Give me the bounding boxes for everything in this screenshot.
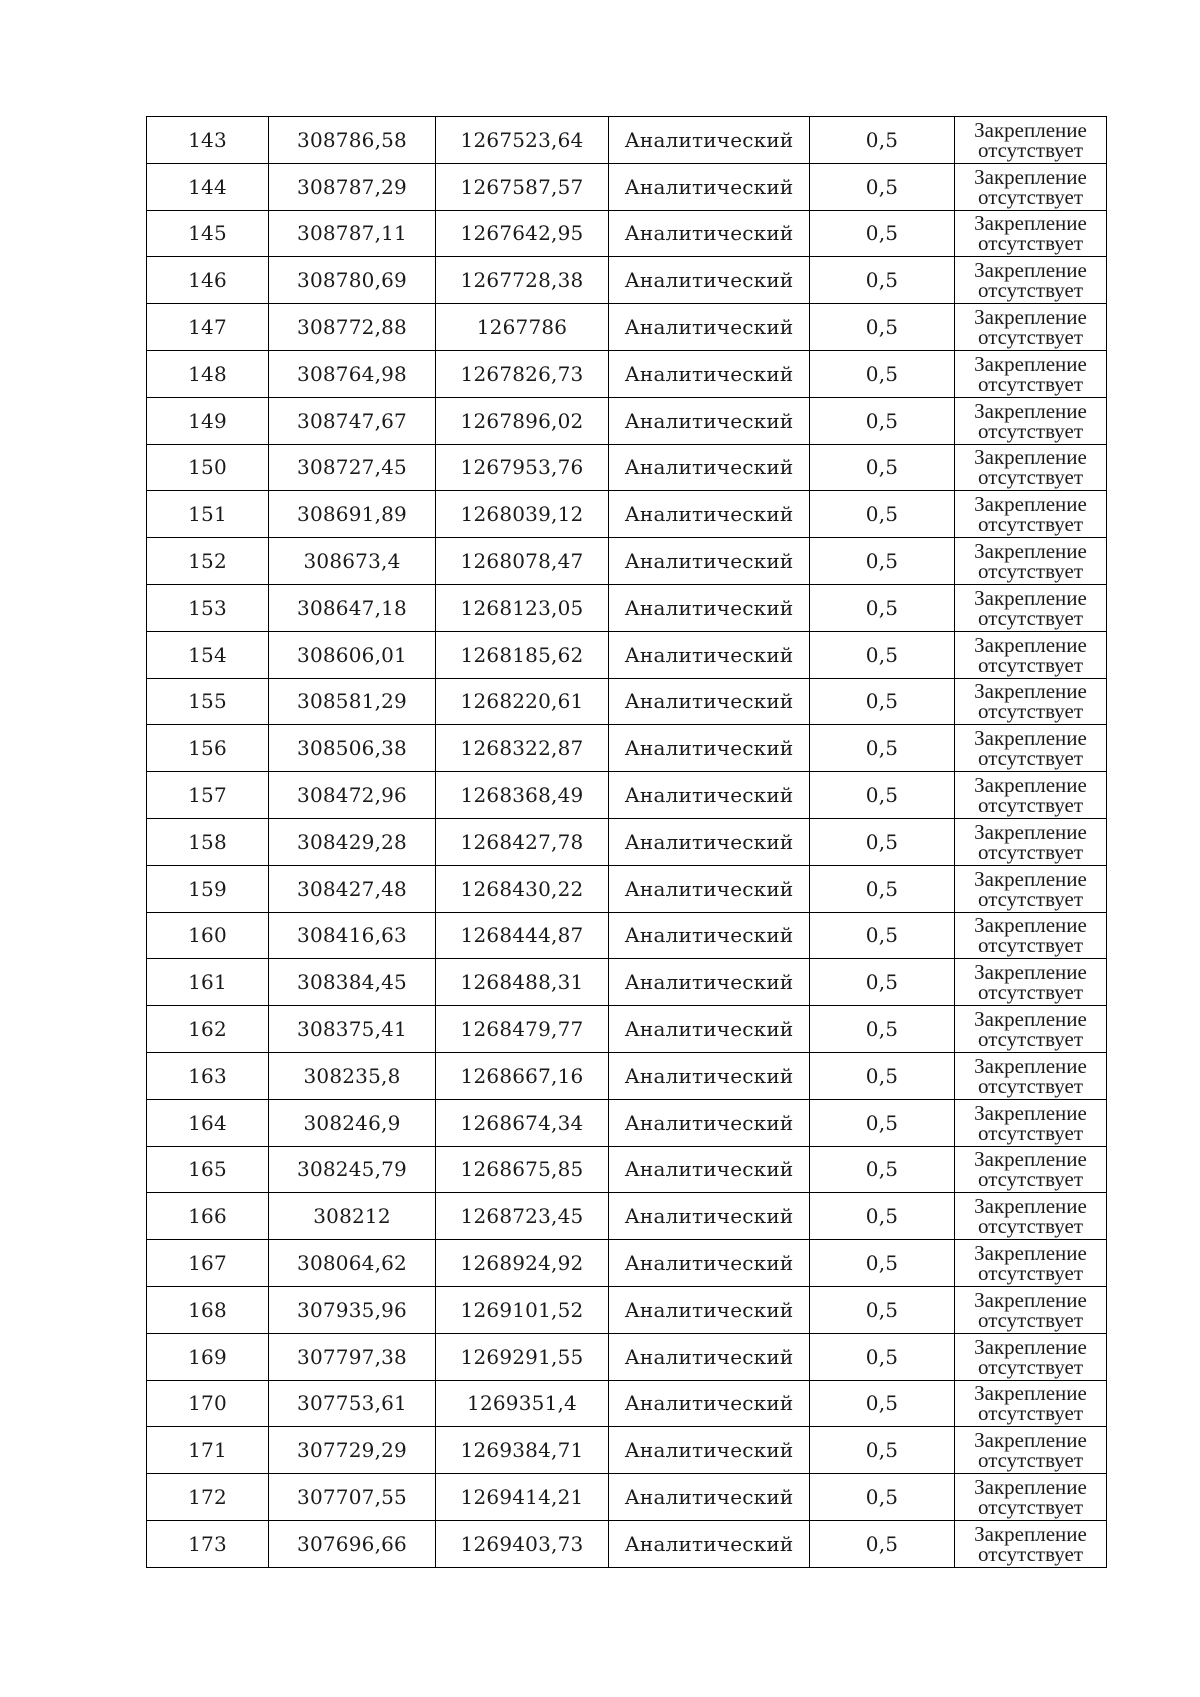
method-cell: Аналитический bbox=[609, 117, 810, 164]
table-row bbox=[147, 818, 1107, 865]
fixation-line-2: отсутствует bbox=[977, 1541, 1084, 1566]
table-row bbox=[147, 117, 1107, 164]
y-coordinate-cell: 1267728,38 bbox=[436, 257, 609, 304]
fixation-line-1: Закрепление bbox=[974, 539, 1087, 564]
point-number-cell: 167 bbox=[147, 1240, 269, 1287]
point-number-cell: 166 bbox=[147, 1193, 269, 1240]
y-coordinate-cell: 1268368,49 bbox=[436, 772, 609, 819]
y-coordinate-cell: 1268674,34 bbox=[436, 1099, 609, 1146]
x-coordinate-cell: 308472,96 bbox=[269, 772, 436, 819]
y-coordinate-cell: 1268488,31 bbox=[436, 959, 609, 1006]
fixation-cell bbox=[955, 584, 1107, 631]
fixation-line-1: Закрепление bbox=[974, 117, 1087, 142]
x-coordinate-cell: 308246,9 bbox=[269, 1099, 436, 1146]
fixation-cell bbox=[955, 1240, 1107, 1287]
method-cell: Аналитический bbox=[609, 1240, 810, 1287]
x-coordinate-cell: 308212 bbox=[269, 1193, 436, 1240]
accuracy-cell: 0,5 bbox=[810, 1520, 955, 1567]
point-number-cell: 161 bbox=[147, 959, 269, 1006]
table-row bbox=[147, 772, 1107, 819]
point-number-cell: 158 bbox=[147, 818, 269, 865]
point-number-cell: 147 bbox=[147, 304, 269, 351]
method-cell: Аналитический bbox=[609, 1286, 810, 1333]
point-number-cell: 146 bbox=[147, 257, 269, 304]
fixation-cell bbox=[955, 1193, 1107, 1240]
y-coordinate-cell: 1268039,12 bbox=[436, 491, 609, 538]
table-row bbox=[147, 631, 1107, 678]
method-cell: Аналитический bbox=[609, 1333, 810, 1380]
fixation-line-2: отсутствует bbox=[977, 137, 1084, 162]
y-coordinate-cell: 1269414,21 bbox=[436, 1474, 609, 1521]
fixation-cell bbox=[955, 1474, 1107, 1521]
method-cell: Аналитический bbox=[609, 1380, 810, 1427]
y-coordinate-cell: 1268322,87 bbox=[436, 725, 609, 772]
fixation-line-2: отсутствует bbox=[977, 746, 1084, 771]
fixation-line-2: отсутствует bbox=[977, 1167, 1084, 1192]
fixation-line-1: Закрепление bbox=[974, 773, 1087, 798]
x-coordinate-cell: 308691,89 bbox=[269, 491, 436, 538]
method-cell: Аналитический bbox=[609, 538, 810, 585]
accuracy-cell: 0,5 bbox=[810, 912, 955, 959]
method-cell: Аналитический bbox=[609, 1427, 810, 1474]
fixation-cell bbox=[955, 444, 1107, 491]
fixation-line-1: Закрепление bbox=[974, 1100, 1087, 1125]
y-coordinate-cell: 1267642,95 bbox=[436, 210, 609, 257]
fixation-line-1: Закрепление bbox=[974, 258, 1087, 283]
method-cell: Аналитический bbox=[609, 1193, 810, 1240]
y-coordinate-cell: 1267523,64 bbox=[436, 117, 609, 164]
x-coordinate-cell: 308786,58 bbox=[269, 117, 436, 164]
x-coordinate-cell: 308429,28 bbox=[269, 818, 436, 865]
y-coordinate-cell: 1269351,4 bbox=[436, 1380, 609, 1427]
accuracy-cell: 0,5 bbox=[810, 1474, 955, 1521]
fixation-cell bbox=[955, 725, 1107, 772]
table-row bbox=[147, 1427, 1107, 1474]
x-coordinate-cell: 308384,45 bbox=[269, 959, 436, 1006]
fixation-line-1: Закрепление bbox=[974, 398, 1087, 423]
x-coordinate-cell: 308375,41 bbox=[269, 1006, 436, 1053]
fixation-line-1: Закрепление bbox=[974, 1194, 1087, 1219]
point-number-cell: 164 bbox=[147, 1099, 269, 1146]
x-coordinate-cell: 308064,62 bbox=[269, 1240, 436, 1287]
fixation-cell bbox=[955, 1286, 1107, 1333]
fixation-cell bbox=[955, 1006, 1107, 1053]
table-row bbox=[147, 444, 1107, 491]
accuracy-cell: 0,5 bbox=[810, 584, 955, 631]
accuracy-cell: 0,5 bbox=[810, 444, 955, 491]
method-cell: Аналитический bbox=[609, 631, 810, 678]
fixation-cell bbox=[955, 1099, 1107, 1146]
x-coordinate-cell: 307935,96 bbox=[269, 1286, 436, 1333]
y-coordinate-cell: 1268430,22 bbox=[436, 865, 609, 912]
accuracy-cell: 0,5 bbox=[810, 865, 955, 912]
x-coordinate-cell: 308581,29 bbox=[269, 678, 436, 725]
method-cell: Аналитический bbox=[609, 1099, 810, 1146]
method-cell: Аналитический bbox=[609, 304, 810, 351]
method-cell: Аналитический bbox=[609, 912, 810, 959]
fixation-line-2: отсутствует bbox=[977, 465, 1084, 490]
fixation-line-2: отсутствует bbox=[977, 699, 1084, 724]
method-cell: Аналитический bbox=[609, 818, 810, 865]
x-coordinate-cell: 307696,66 bbox=[269, 1520, 436, 1567]
fixation-line-2: отсутствует bbox=[977, 652, 1084, 677]
table-row bbox=[147, 678, 1107, 725]
fixation-line-1: Закрепление bbox=[974, 492, 1087, 517]
y-coordinate-cell: 1269101,52 bbox=[436, 1286, 609, 1333]
fixation-line-2: отсутствует bbox=[977, 1073, 1084, 1098]
fixation-line-1: Закрепление bbox=[974, 351, 1087, 376]
accuracy-cell: 0,5 bbox=[810, 210, 955, 257]
point-number-cell: 165 bbox=[147, 1146, 269, 1193]
fixation-cell bbox=[955, 117, 1107, 164]
x-coordinate-cell: 308427,48 bbox=[269, 865, 436, 912]
table-row bbox=[147, 257, 1107, 304]
y-coordinate-cell: 1267786 bbox=[436, 304, 609, 351]
fixation-line-2: отсутствует bbox=[977, 1027, 1084, 1052]
point-number-cell: 172 bbox=[147, 1474, 269, 1521]
y-coordinate-cell: 1268723,45 bbox=[436, 1193, 609, 1240]
x-coordinate-cell: 307707,55 bbox=[269, 1474, 436, 1521]
fixation-line-2: отсутствует bbox=[977, 1261, 1084, 1286]
method-cell: Аналитический bbox=[609, 678, 810, 725]
point-number-cell: 159 bbox=[147, 865, 269, 912]
x-coordinate-cell: 308727,45 bbox=[269, 444, 436, 491]
x-coordinate-cell: 308506,38 bbox=[269, 725, 436, 772]
table-row bbox=[147, 304, 1107, 351]
method-cell: Аналитический bbox=[609, 444, 810, 491]
point-number-cell: 145 bbox=[147, 210, 269, 257]
accuracy-cell: 0,5 bbox=[810, 1333, 955, 1380]
fixation-cell bbox=[955, 959, 1107, 1006]
y-coordinate-cell: 1267896,02 bbox=[436, 397, 609, 444]
fixation-cell bbox=[955, 304, 1107, 351]
fixation-cell bbox=[955, 397, 1107, 444]
x-coordinate-cell: 307797,38 bbox=[269, 1333, 436, 1380]
x-coordinate-cell: 308787,11 bbox=[269, 210, 436, 257]
fixation-line-2: отсутствует bbox=[977, 278, 1084, 303]
accuracy-cell: 0,5 bbox=[810, 1052, 955, 1099]
method-cell: Аналитический bbox=[609, 1006, 810, 1053]
fixation-line-1: Закрепление bbox=[974, 1475, 1087, 1499]
fixation-line-1: Закрепление bbox=[974, 211, 1087, 236]
table-row bbox=[147, 1474, 1107, 1521]
point-number-cell: 154 bbox=[147, 631, 269, 678]
point-number-cell: 173 bbox=[147, 1520, 269, 1567]
x-coordinate-cell: 308764,98 bbox=[269, 350, 436, 397]
fixation-cell bbox=[955, 163, 1107, 210]
accuracy-cell: 0,5 bbox=[810, 1099, 955, 1146]
fixation-line-2: отсутствует bbox=[977, 839, 1084, 864]
table-row bbox=[147, 584, 1107, 631]
fixation-cell bbox=[955, 257, 1107, 304]
fixation-line-2: отсутствует bbox=[977, 231, 1084, 256]
fixation-cell bbox=[955, 678, 1107, 725]
table-body bbox=[147, 117, 1107, 1568]
accuracy-cell: 0,5 bbox=[810, 1193, 955, 1240]
fixation-line-1: Закрепление bbox=[974, 1053, 1087, 1078]
x-coordinate-cell: 308606,01 bbox=[269, 631, 436, 678]
table-row bbox=[147, 1333, 1107, 1380]
method-cell: Аналитический bbox=[609, 865, 810, 912]
fixation-line-1: Закрепление bbox=[974, 726, 1087, 751]
method-cell: Аналитический bbox=[609, 491, 810, 538]
method-cell: Аналитический bbox=[609, 257, 810, 304]
fixation-line-1: Закрепление bbox=[974, 866, 1087, 891]
y-coordinate-cell: 1269403,73 bbox=[436, 1520, 609, 1567]
x-coordinate-cell: 307753,61 bbox=[269, 1380, 436, 1427]
y-coordinate-cell: 1269384,71 bbox=[436, 1427, 609, 1474]
point-number-cell: 170 bbox=[147, 1380, 269, 1427]
y-coordinate-cell: 1268427,78 bbox=[436, 818, 609, 865]
fixation-line-1: Закрепление bbox=[974, 632, 1087, 657]
point-number-cell: 156 bbox=[147, 725, 269, 772]
fixation-line-2: отсутствует bbox=[977, 559, 1084, 584]
point-number-cell: 151 bbox=[147, 491, 269, 538]
accuracy-cell: 0,5 bbox=[810, 304, 955, 351]
y-coordinate-cell: 1268123,05 bbox=[436, 584, 609, 631]
fixation-line-1: Закрепление bbox=[974, 960, 1087, 985]
method-cell: Аналитический bbox=[609, 1052, 810, 1099]
x-coordinate-cell: 308772,88 bbox=[269, 304, 436, 351]
fixation-cell bbox=[955, 1520, 1107, 1567]
method-cell: Аналитический bbox=[609, 1146, 810, 1193]
point-number-cell: 171 bbox=[147, 1427, 269, 1474]
x-coordinate-cell: 308673,4 bbox=[269, 538, 436, 585]
method-cell: Аналитический bbox=[609, 163, 810, 210]
table-row bbox=[147, 491, 1107, 538]
accuracy-cell: 0,5 bbox=[810, 1380, 955, 1427]
boundary-points-table bbox=[146, 116, 1107, 1568]
fixation-line-2: отсутствует bbox=[977, 325, 1084, 350]
fixation-cell bbox=[955, 772, 1107, 819]
accuracy-cell: 0,5 bbox=[810, 1240, 955, 1287]
fixation-line-2: отсутствует bbox=[977, 1448, 1084, 1473]
fixation-line-1: Закрепление bbox=[974, 1287, 1087, 1312]
table-row bbox=[147, 959, 1107, 1006]
fixation-line-1: Закрепление bbox=[974, 1428, 1087, 1453]
point-number-cell: 150 bbox=[147, 444, 269, 491]
point-number-cell: 152 bbox=[147, 538, 269, 585]
accuracy-cell: 0,5 bbox=[810, 538, 955, 585]
table-row bbox=[147, 1240, 1107, 1287]
fixation-cell bbox=[955, 865, 1107, 912]
x-coordinate-cell: 308245,79 bbox=[269, 1146, 436, 1193]
y-coordinate-cell: 1269291,55 bbox=[436, 1333, 609, 1380]
accuracy-cell: 0,5 bbox=[810, 257, 955, 304]
x-coordinate-cell: 308787,29 bbox=[269, 163, 436, 210]
point-number-cell: 143 bbox=[147, 117, 269, 164]
fixation-line-2: отсутствует bbox=[977, 371, 1084, 396]
table-row bbox=[147, 397, 1107, 444]
fixation-line-1: Закрепление bbox=[974, 164, 1087, 189]
method-cell: Аналитический bbox=[609, 772, 810, 819]
table-row bbox=[147, 1099, 1107, 1146]
fixation-cell bbox=[955, 818, 1107, 865]
table-row bbox=[147, 350, 1107, 397]
x-coordinate-cell: 307729,29 bbox=[269, 1427, 436, 1474]
fixation-line-1: Закрепление bbox=[974, 819, 1087, 844]
fixation-cell bbox=[955, 1333, 1107, 1380]
y-coordinate-cell: 1267826,73 bbox=[436, 350, 609, 397]
fixation-line-1: Закрепление bbox=[974, 679, 1087, 704]
fixation-line-2: отсутствует bbox=[977, 886, 1084, 911]
fixation-line-2: отсутствует bbox=[977, 418, 1084, 443]
table-row bbox=[147, 163, 1107, 210]
accuracy-cell: 0,5 bbox=[810, 631, 955, 678]
fixation-cell bbox=[955, 912, 1107, 959]
fixation-line-1: Закрепление bbox=[974, 445, 1087, 470]
table-row bbox=[147, 1286, 1107, 1333]
fixation-cell bbox=[955, 1052, 1107, 1099]
fixation-line-1: Закрепление bbox=[974, 1241, 1087, 1266]
fixation-line-1: Закрепление bbox=[974, 1147, 1087, 1172]
y-coordinate-cell: 1268185,62 bbox=[436, 631, 609, 678]
accuracy-cell: 0,5 bbox=[810, 1427, 955, 1474]
accuracy-cell: 0,5 bbox=[810, 350, 955, 397]
fixation-line-2: отсутствует bbox=[977, 1354, 1084, 1379]
fixation-line-2: отсутствует bbox=[977, 1307, 1084, 1332]
x-coordinate-cell: 308780,69 bbox=[269, 257, 436, 304]
fixation-line-2: отсутствует bbox=[977, 793, 1084, 818]
point-number-cell: 155 bbox=[147, 678, 269, 725]
fixation-line-1: Закрепление bbox=[974, 913, 1087, 938]
method-cell: Аналитический bbox=[609, 1474, 810, 1521]
point-number-cell: 153 bbox=[147, 584, 269, 631]
table-row bbox=[147, 865, 1107, 912]
point-number-cell: 162 bbox=[147, 1006, 269, 1053]
x-coordinate-cell: 308235,8 bbox=[269, 1052, 436, 1099]
accuracy-cell: 0,5 bbox=[810, 397, 955, 444]
accuracy-cell: 0,5 bbox=[810, 818, 955, 865]
table-row bbox=[147, 538, 1107, 585]
x-coordinate-cell: 308747,67 bbox=[269, 397, 436, 444]
accuracy-cell: 0,5 bbox=[810, 163, 955, 210]
table-row bbox=[147, 1193, 1107, 1240]
accuracy-cell: 0,5 bbox=[810, 678, 955, 725]
point-number-cell: 163 bbox=[147, 1052, 269, 1099]
point-number-cell: 149 bbox=[147, 397, 269, 444]
y-coordinate-cell: 1268924,92 bbox=[436, 1240, 609, 1287]
accuracy-cell: 0,5 bbox=[810, 772, 955, 819]
point-number-cell: 160 bbox=[147, 912, 269, 959]
fixation-line-2: отсутствует bbox=[977, 1401, 1084, 1426]
point-number-cell: 148 bbox=[147, 350, 269, 397]
fixation-line-1: Закрепление bbox=[974, 305, 1087, 330]
table-row bbox=[147, 725, 1107, 772]
fixation-line-1: Закрепление bbox=[974, 1521, 1087, 1546]
method-cell: Аналитический bbox=[609, 959, 810, 1006]
point-number-cell: 157 bbox=[147, 772, 269, 819]
point-number-cell: 144 bbox=[147, 163, 269, 210]
accuracy-cell: 0,5 bbox=[810, 1286, 955, 1333]
fixation-line-2: отсутствует bbox=[977, 1214, 1084, 1239]
y-coordinate-cell: 1268444,87 bbox=[436, 912, 609, 959]
y-coordinate-cell: 1268220,61 bbox=[436, 678, 609, 725]
fixation-line-1: Закрепление bbox=[974, 1334, 1087, 1359]
fixation-line-2: отсутствует bbox=[977, 184, 1084, 209]
point-number-cell: 169 bbox=[147, 1333, 269, 1380]
fixation-cell bbox=[955, 538, 1107, 585]
fixation-line-1: Закрепление bbox=[974, 1381, 1087, 1406]
fixation-line-2: отсутствует bbox=[977, 512, 1084, 537]
method-cell: Аналитический bbox=[609, 350, 810, 397]
table-row bbox=[147, 1520, 1107, 1567]
table-row bbox=[147, 1006, 1107, 1053]
fixation-cell bbox=[955, 350, 1107, 397]
y-coordinate-cell: 1267587,57 bbox=[436, 163, 609, 210]
x-coordinate-cell: 308416,63 bbox=[269, 912, 436, 959]
y-coordinate-cell: 1267953,76 bbox=[436, 444, 609, 491]
fixation-line-1: Закрепление bbox=[974, 1007, 1087, 1032]
y-coordinate-cell: 1268667,16 bbox=[436, 1052, 609, 1099]
table-row bbox=[147, 210, 1107, 257]
fixation-line-2: отсутствует bbox=[977, 980, 1084, 1005]
fixation-cell bbox=[955, 1380, 1107, 1427]
fixation-cell bbox=[955, 491, 1107, 538]
table-row bbox=[147, 1380, 1107, 1427]
method-cell: Аналитический bbox=[609, 210, 810, 257]
y-coordinate-cell: 1268675,85 bbox=[436, 1146, 609, 1193]
method-cell: Аналитический bbox=[609, 725, 810, 772]
fixation-line-1: Закрепление bbox=[974, 585, 1087, 610]
fixation-line-2: отсутствует bbox=[977, 933, 1084, 958]
table-row bbox=[147, 1146, 1107, 1193]
x-coordinate-cell: 308647,18 bbox=[269, 584, 436, 631]
fixation-cell bbox=[955, 1146, 1107, 1193]
accuracy-cell: 0,5 bbox=[810, 959, 955, 1006]
fixation-cell bbox=[955, 631, 1107, 678]
y-coordinate-cell: 1268479,77 bbox=[436, 1006, 609, 1053]
method-cell: Аналитический bbox=[609, 584, 810, 631]
y-coordinate-cell: 1268078,47 bbox=[436, 538, 609, 585]
table-row bbox=[147, 912, 1107, 959]
method-cell: Аналитический bbox=[609, 1520, 810, 1567]
method-cell: Аналитический bbox=[609, 397, 810, 444]
accuracy-cell: 0,5 bbox=[810, 1146, 955, 1193]
fixation-line-2: отсутствует bbox=[977, 1120, 1084, 1145]
point-number-cell: 168 bbox=[147, 1286, 269, 1333]
fixation-line-2: отсутствует bbox=[977, 1495, 1084, 1519]
accuracy-cell: 0,5 bbox=[810, 491, 955, 538]
fixation-cell bbox=[955, 1427, 1107, 1474]
accuracy-cell: 0,5 bbox=[810, 725, 955, 772]
accuracy-cell: 0,5 bbox=[810, 117, 955, 164]
fixation-cell bbox=[955, 210, 1107, 257]
fixation-line-2: отсутствует bbox=[977, 605, 1084, 630]
accuracy-cell: 0,5 bbox=[810, 1006, 955, 1053]
table-row bbox=[147, 1052, 1107, 1099]
